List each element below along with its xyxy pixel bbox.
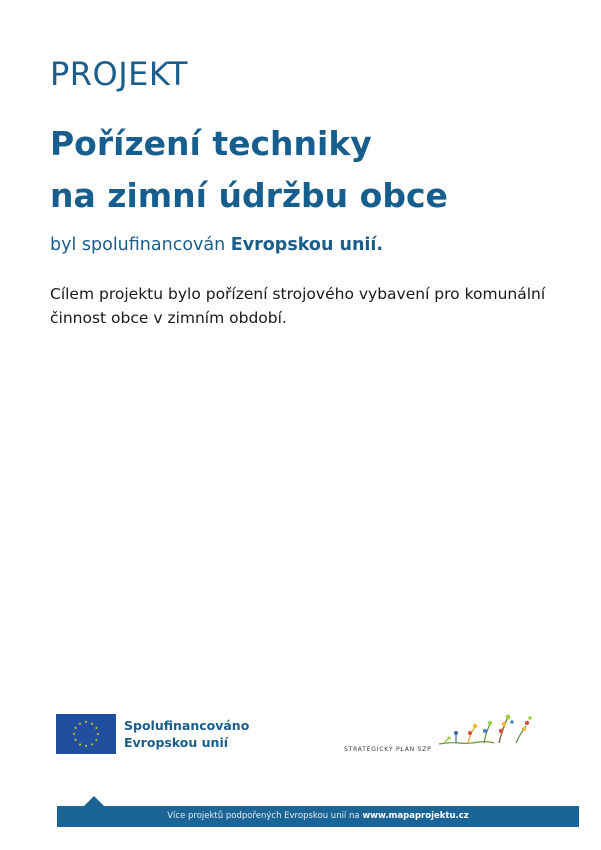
strategic-plan-logo <box>344 712 539 756</box>
project-description <box>50 282 570 330</box>
description-line-2: činnost obce v zimním období. <box>50 309 287 327</box>
cofinanced-statement <box>50 235 383 255</box>
eu-flag-icon <box>56 714 116 754</box>
footer-bar <box>57 806 579 827</box>
project-title-line-1: Pořízení techniky <box>50 124 372 163</box>
eu-logo-line-1: Spolufinancováno <box>124 718 250 733</box>
eu-logo-text <box>124 717 249 751</box>
project-label: PROJEKT <box>50 55 188 93</box>
strategic-plan-text: STRATEGICKÝ PLÁN SZP <box>344 746 432 753</box>
project-title-line-2: na zimní údržbu obce <box>50 176 448 215</box>
cofinanced-prefix: byl spolufinancován <box>50 235 226 255</box>
footer-notch <box>84 796 104 806</box>
footer-text <box>57 806 579 827</box>
project-title <box>50 118 448 222</box>
eu-logo-line-2: Evropskou unií <box>124 735 229 750</box>
description-line-1: Cílem projektu bylo pořízení strojového vybavení pro komunální <box>50 285 546 303</box>
eu-cofinanced-logo <box>56 714 249 754</box>
footer-prefix: Více projektů podpořených Evropskou unií na <box>167 811 360 821</box>
footer-link[interactable]: www.mapaprojektu.cz <box>362 811 469 821</box>
cofinanced-eu: Evropskou unií. <box>230 235 384 255</box>
growing-plants-icon <box>344 712 539 746</box>
